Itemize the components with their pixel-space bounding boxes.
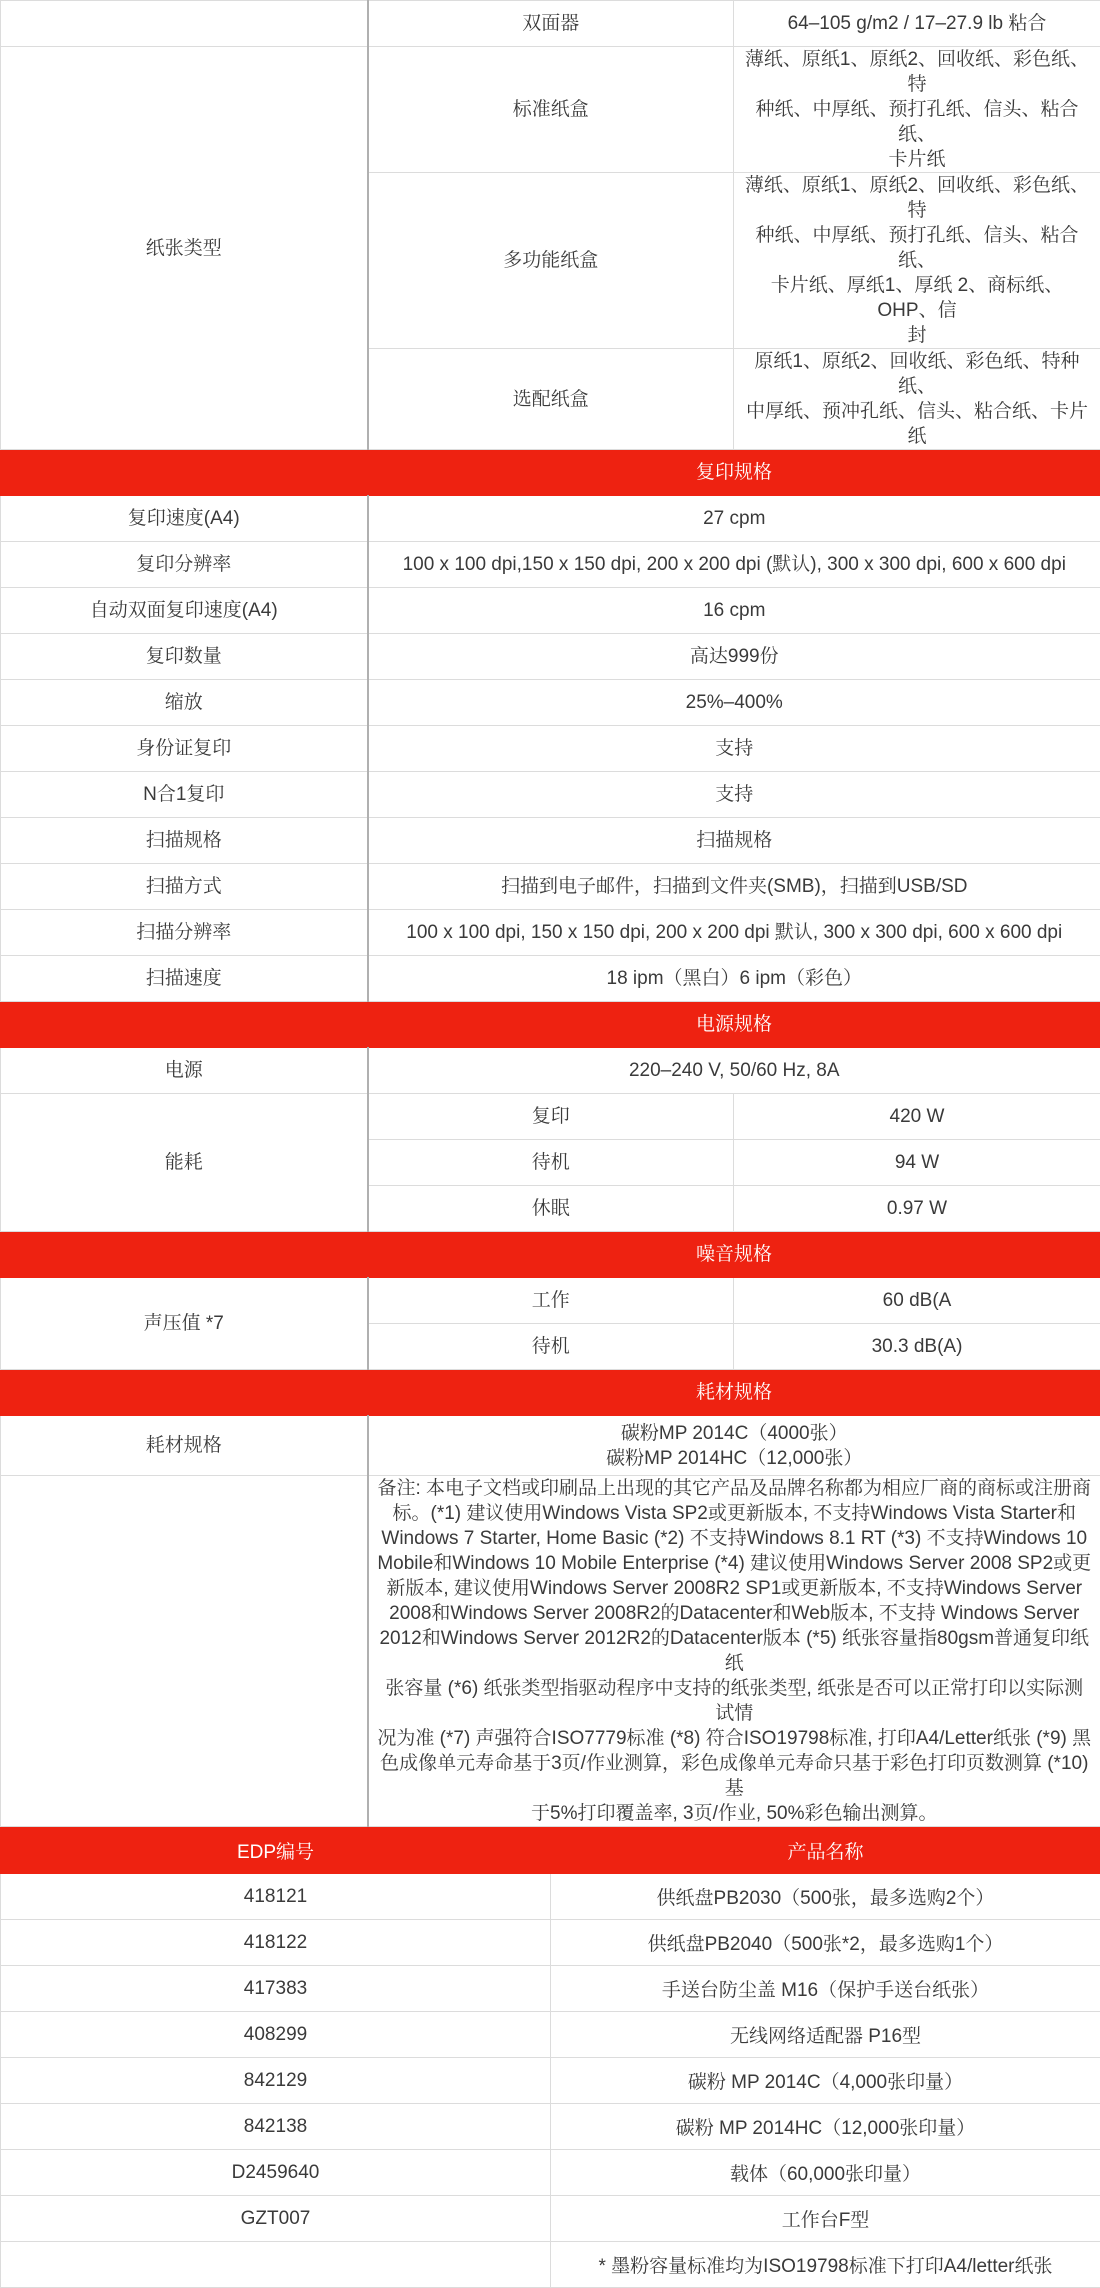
column-header-code: EDP编号 [1,1828,551,1874]
table-row [1,1966,1100,2012]
value-line: 薄纸、原纸1、原纸2、回收纸、彩色纸、特 [742,173,1092,223]
footnote-block [368,1476,1100,1827]
note-line: 况为准 (*7) 声强符合ISO7779标准 (*8) 符合ISO19798标准, 打印A4/Letter纸张 (*9) 黑 [377,1726,1093,1751]
spec-value [734,173,1100,349]
edp-code: GZT007 [1,2196,551,2242]
spec-sublabel: 休眠 [368,1186,734,1232]
spec-value: 94 W [734,1140,1100,1186]
note-blank [1,1476,368,1827]
section-title: 电源规格 [368,1002,1100,1048]
table-row [1,2058,1100,2104]
note-line: 张容量 (*6) 纸张类型指驱动程序中支持的纸张类型, 纸张是否可以正常打印以实际测试情 [377,1676,1093,1726]
section-header-blank [1,1002,368,1048]
edp-code: 408299 [1,2012,551,2058]
note-line: 备注: 本电子文档或印刷品上出现的其它产品及品牌名称都为相应厂商的商标或注册商 [377,1476,1093,1501]
spec-label: 能耗 [1,1094,368,1232]
accessories-table [0,1827,1100,2288]
column-header-name: 产品名称 [551,1828,1100,1874]
spec-row [1,634,1100,680]
spec-label: 扫描规格 [1,818,368,864]
spec-label: 自动双面复印速度(A4) [1,588,368,634]
spec-label: 扫描分辨率 [1,910,368,956]
table-row-footnote [1,2242,1100,2288]
spec-sublabel: 待机 [368,1324,734,1370]
spec-label: 纸张类型 [1,47,368,450]
table-row [1,2150,1100,2196]
value-line: 封 [742,323,1092,348]
value-line: 中厚纸、预冲孔纸、信头、粘合纸、卡片纸 [742,399,1092,449]
section-header-blank [1,1370,368,1416]
table-row [1,2012,1100,2058]
spec-row [1,910,1100,956]
edp-code: 417383 [1,1966,551,2012]
spec-label: 复印数量 [1,634,368,680]
edp-code: 418121 [1,1874,551,1920]
accessories-header [1,1828,1100,1874]
product-name: 手送台防尘盖 M16（保护手送台纸张） [551,1966,1100,2012]
spec-label: 扫描速度 [1,956,368,1002]
note-line: 2012和Windows Server 2012R2的Datacenter版本 (*5) 纸张容量指80gsm普通复印纸纸 [377,1626,1093,1676]
spec-value: 扫描规格 [368,818,1100,864]
edp-code: 842138 [1,2104,551,2150]
spec-value: 16 cpm [368,588,1100,634]
spec-row [1,956,1100,1002]
value-line: 原纸1、原纸2、回收纸、彩色纸、特种纸、 [742,349,1092,399]
spec-value: 扫描到电子邮件，扫描到文件夹(SMB)，扫描到USB/SD [368,864,1100,910]
spec-value: 100 x 100 dpi, 150 x 150 dpi, 200 x 200 dpi 默认, 300 x 300 dpi, 600 x 600 dpi [368,910,1100,956]
spec-value: 60 dB(A [734,1278,1100,1324]
spec-row [1,772,1100,818]
value-line: 薄纸、原纸1、原纸2、回收纸、彩色纸、特 [742,47,1092,97]
spec-sublabel: 复印 [368,1094,734,1140]
note-line: 标。(*1) 建议使用Windows Vista SP2或更新版本, 不支持Windows Vista Starter和 [377,1501,1093,1526]
spec-sublabel: 双面器 [368,1,734,47]
spec-value: 25%–400% [368,680,1100,726]
spec-sublabel: 多功能纸盒 [368,173,734,349]
spec-row [1,588,1100,634]
note-line: 于5%打印覆盖率, 3页/作业, 50%彩色输出测算。 [377,1801,1093,1826]
spec-value: 30.3 dB(A) [734,1324,1100,1370]
spec-row-consumable [1,1416,1100,1476]
note-line: Windows 7 Starter, Home Basic (*2) 不支持Windows 8.1 RT (*3) 不支持Windows 10 [377,1526,1093,1551]
note-line: Mobile和Windows 10 Mobile Enterprise (*4) 建议使用Windows Server 2008 SP2或更 [377,1551,1093,1576]
note-line: 色成像单元寿命基于3页/作业测算，彩色成像单元寿命只基于彩色打印页数测算 (*10) 基 [377,1751,1093,1801]
edp-code: 418122 [1,1920,551,1966]
value-line: 卡片纸、厚纸1、厚纸 2、商标纸、OHP、信 [742,273,1092,323]
note-line: 2008和Windows Server 2008R2的Datacenter和Web版本, 不支持 Windows Server [377,1601,1093,1626]
spec-row [1,542,1100,588]
spec-value: 高达999份 [368,634,1100,680]
edp-code: D2459640 [1,2150,551,2196]
spec-sublabel: 待机 [368,1140,734,1186]
spec-label: 电源 [1,1048,368,1094]
spec-value [734,349,1100,450]
section-title: 噪音规格 [368,1232,1100,1278]
spec-row-noise [1,1278,1100,1324]
spec-row-energy [1,1094,1100,1140]
spec-row-paper-type [1,47,1100,173]
spec-value: 220–240 V, 50/60 Hz, 8A [368,1048,1100,1094]
spec-value: 0.97 W [734,1186,1100,1232]
spec-value: 支持 [368,726,1100,772]
toner-footnote: * 墨粉容量标准均为ISO19798标准下打印A4/letter纸张 [551,2242,1100,2288]
section-header-blank [1,1232,368,1278]
product-name: 供纸盘PB2040（500张*2，最多选购1个） [551,1920,1100,1966]
spec-label: 复印速度(A4) [1,496,368,542]
spec-label: 耗材规格 [1,1416,368,1476]
spec-sublabel: 标准纸盒 [368,47,734,173]
spec-row [1,496,1100,542]
value-line: 卡片纸 [742,147,1092,172]
spec-row [1,680,1100,726]
spec-sublabel: 选配纸盒 [368,349,734,450]
table-row [1,1920,1100,1966]
section-header-blank [1,450,368,496]
spec-sublabel: 工作 [368,1278,734,1324]
spec-value: 64–105 g/m2 / 17–27.9 lb 粘合 [734,1,1100,47]
table-row [1,2196,1100,2242]
spec-label: 身份证复印 [1,726,368,772]
product-name: 无线网络适配器 P16型 [551,2012,1100,2058]
product-name: 碳粉 MP 2014HC（12,000张印量） [551,2104,1100,2150]
footnote-blank [1,2242,551,2288]
spec-value: 27 cpm [368,496,1100,542]
product-name: 工作台F型 [551,2196,1100,2242]
spec-label: 扫描方式 [1,864,368,910]
section-header-consumable [1,1370,1100,1416]
value-line: 碳粉MP 2014C（4000张） [377,1421,1093,1446]
spec-value [734,47,1100,173]
value-line: 碳粉MP 2014HC（12,000张） [377,1446,1093,1471]
table-row [1,2104,1100,2150]
table-row [1,1874,1100,1920]
spec-value [368,1416,1100,1476]
spec-label: 缩放 [1,680,368,726]
value-line: 种纸、中厚纸、预打孔纸、信头、粘合纸、 [742,223,1092,273]
spec-row [1,864,1100,910]
spec-row [1,1048,1100,1094]
product-name: 碳粉 MP 2014C（4,000张印量） [551,2058,1100,2104]
spec-label [1,1,368,47]
spec-row-duplex [1,1,1100,47]
spec-value: 支持 [368,772,1100,818]
edp-code: 842129 [1,2058,551,2104]
section-header-copy [1,450,1100,496]
spec-row [1,818,1100,864]
spec-value: 100 x 100 dpi,150 x 150 dpi, 200 x 200 dpi (默认), 300 x 300 dpi, 600 x 600 dpi [368,542,1100,588]
section-header-noise [1,1232,1100,1278]
spec-label: N合1复印 [1,772,368,818]
spec-value: 420 W [734,1094,1100,1140]
product-name: 载体（60,000张印量） [551,2150,1100,2196]
section-header-power [1,1002,1100,1048]
product-name: 供纸盘PB2030（500张，最多选购2个） [551,1874,1100,1920]
section-title: 复印规格 [368,450,1100,496]
spec-row-note [1,1476,1100,1827]
value-line: 种纸、中厚纸、预打孔纸、信头、粘合纸、 [742,97,1092,147]
spec-label: 复印分辨率 [1,542,368,588]
note-line: 新版本, 建议使用Windows Server 2008R2 SP1或更新版本, 不支持Windows Server [377,1576,1093,1601]
section-title: 耗材规格 [368,1370,1100,1416]
spec-row [1,726,1100,772]
spec-label: 声压值 *7 [1,1278,368,1370]
spec-value: 18 ipm（黑白）6 ipm（彩色） [368,956,1100,1002]
